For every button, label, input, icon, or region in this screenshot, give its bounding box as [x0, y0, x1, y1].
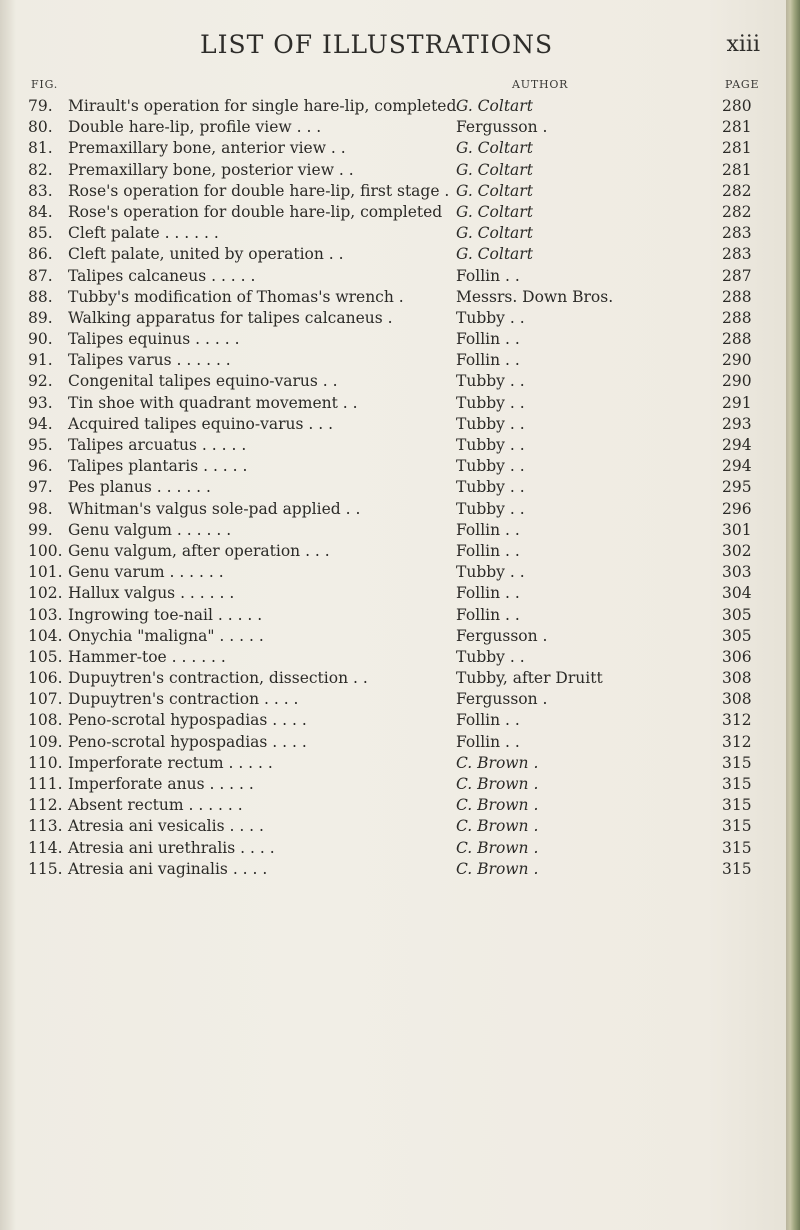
illustration-page: 308 [722, 669, 752, 688]
illustration-author: Follin . . [456, 711, 520, 730]
illustration-title: Hammer-toe . . . . . . [68, 647, 226, 666]
list-item [0, 223, 786, 244]
illustration-page: 294 [722, 457, 752, 476]
column-header-author: AUTHOR [512, 78, 569, 91]
illustration-author: Fergusson . [456, 118, 548, 137]
figure-number: 105. [28, 647, 63, 666]
illustration-title: Hallux valgus . . . . . . [68, 584, 235, 603]
figure-number: 113. [28, 817, 63, 836]
illustration-page: 303 [722, 563, 752, 582]
illustration-page: 315 [722, 753, 752, 772]
illustration-title: Peno-scrotal hypospadias . . . . [68, 711, 307, 730]
illustration-page: 288 [722, 330, 752, 349]
illustration-title: Double hare-lip, profile view . . . [68, 118, 322, 137]
figure-number: 109. [28, 732, 63, 751]
illustration-title: Whitman's valgus sole-pad applied . . [68, 499, 361, 518]
figure-number: 98. [28, 499, 53, 518]
illustration-author: Follin . . [456, 541, 520, 560]
illustration-page: 302 [722, 541, 752, 560]
illustration-title: Talipes equinus . . . . . [68, 330, 240, 349]
list-item [0, 816, 786, 837]
illustration-title: Walking apparatus for talipes calcaneus . [68, 308, 393, 327]
list-item [0, 647, 786, 668]
illustration-page: 306 [722, 647, 752, 666]
figure-number: 85. [28, 224, 53, 243]
figure-number: 96. [28, 457, 53, 476]
illustration-title: Rose's operation for double hare-lip, first stage . [68, 181, 450, 200]
illustration-author: Tubby . . [456, 308, 525, 327]
illustration-title: Peno-scrotal hypospadias . . . . [68, 732, 307, 751]
illustration-page: 293 [722, 414, 752, 433]
figure-number: 83. [28, 181, 53, 200]
illustration-page: 301 [722, 520, 752, 539]
list-item [0, 96, 786, 117]
illustration-page: 290 [722, 351, 752, 370]
illustration-title: Talipes varus . . . . . . [68, 351, 231, 370]
list-item [0, 308, 786, 329]
illustration-author: C. Brown . [456, 796, 539, 815]
illustration-author: G. Coltart [456, 224, 533, 243]
illustration-title: Mirault's operation for single hare-lip, completed [68, 97, 457, 115]
illustration-title: Talipes calcaneus . . . . . [68, 266, 256, 285]
figure-number: 106. [28, 669, 63, 688]
figure-number: 104. [28, 626, 63, 645]
figure-number: 101. [28, 563, 63, 582]
illustration-author: Tubby . . [456, 499, 525, 518]
illustration-author: Tubby . . [456, 647, 525, 666]
illustration-page: 312 [722, 711, 752, 730]
illustration-page: 305 [722, 626, 752, 645]
list-item [0, 287, 786, 308]
illustration-title: Pes planus . . . . . . [68, 478, 211, 497]
list-item [0, 202, 786, 223]
list-item [0, 456, 786, 477]
illustration-page: 296 [722, 499, 752, 518]
figure-number: 115. [28, 859, 63, 878]
list-item [0, 266, 786, 287]
illustration-page: 308 [722, 690, 752, 709]
figure-number: 102. [28, 584, 63, 603]
list-item [0, 605, 786, 626]
list-item [0, 520, 786, 541]
illustration-author: Tubby . . [456, 436, 525, 454]
list-item [0, 350, 786, 371]
illustration-page: 315 [722, 796, 752, 815]
illustration-author: G. Coltart [456, 97, 533, 115]
figure-number: 88. [28, 287, 53, 306]
list-item [0, 371, 786, 392]
illustration-author: Messrs. Down Bros. [456, 287, 614, 306]
illustration-author: Tubby, after Druitt [456, 669, 603, 688]
figure-number: 100. [28, 541, 63, 560]
illustration-author: Follin . . [456, 266, 520, 285]
list-item [0, 329, 786, 350]
illustration-title: Premaxillary bone, anterior view . . [68, 139, 346, 158]
list-item [0, 541, 786, 562]
figure-number: 80. [28, 118, 53, 137]
illustration-author: Tubby . . [456, 478, 525, 497]
illustration-author: G. Coltart [456, 181, 533, 200]
illustration-title: Rose's operation for double hare-lip, completed [68, 202, 443, 221]
illustration-title: Imperforate anus . . . . . [68, 775, 254, 793]
illustration-page: 281 [722, 118, 752, 137]
figure-number: 107. [28, 690, 63, 709]
illustration-page: 295 [722, 478, 752, 497]
list-item [0, 117, 786, 138]
illustration-author: C. Brown . [456, 775, 539, 793]
illustration-author: Tubby . . [456, 372, 525, 391]
illustration-list [0, 96, 786, 880]
figure-number: 82. [28, 160, 53, 179]
list-item [0, 244, 786, 265]
illustration-author: G. Coltart [456, 245, 533, 264]
illustration-title: Genu valgum . . . . . . [68, 520, 232, 539]
illustration-author: G. Coltart [456, 139, 533, 158]
figure-number: 111. [28, 775, 63, 793]
list-item [0, 689, 786, 710]
figure-number: 91. [28, 351, 53, 370]
illustration-title: Onychia "maligna" . . . . . [68, 626, 264, 645]
illustration-author: Follin . . [456, 584, 520, 603]
illustration-title: Ingrowing toe-nail . . . . . [68, 605, 263, 624]
page-number: xiii [726, 32, 760, 57]
list-item [0, 138, 786, 159]
illustration-author: Fergusson . [456, 690, 548, 709]
illustration-page: 282 [722, 202, 752, 221]
illustration-page: 283 [722, 224, 752, 243]
figure-number: 95. [28, 436, 53, 454]
illustration-page: 282 [722, 181, 752, 200]
illustration-page: 281 [722, 139, 752, 158]
illustration-page: 315 [722, 859, 752, 878]
illustration-author: Tubby . . [456, 457, 525, 476]
illustration-page: 280 [722, 97, 752, 115]
illustration-title: Premaxillary bone, posterior view . . [68, 160, 354, 179]
illustration-title: Genu varum . . . . . . [68, 563, 224, 582]
illustration-page: 291 [722, 393, 752, 412]
figure-number: 89. [28, 308, 53, 327]
figure-number: 112. [28, 796, 63, 815]
figure-number: 94. [28, 414, 53, 433]
illustration-title: Atresia ani vaginalis . . . . [68, 859, 268, 878]
running-head [200, 30, 760, 66]
illustration-title: Congenital talipes equino-varus . . [68, 372, 338, 391]
illustration-title: Acquired talipes equino-varus . . . [68, 414, 334, 433]
illustration-title: Tin shoe with quadrant movement . . [68, 393, 358, 412]
illustration-title: Genu valgum, after operation . . . [68, 541, 330, 560]
list-item [0, 626, 786, 647]
illustration-title: Talipes plantaris . . . . . [68, 457, 248, 476]
illustration-page: 294 [722, 436, 752, 454]
illustration-page: 281 [722, 160, 752, 179]
illustration-author: C. Brown . [456, 838, 539, 857]
illustration-author: Tubby . . [456, 393, 525, 412]
illustration-author: Fergusson . [456, 626, 548, 645]
list-item [0, 393, 786, 414]
list-item [0, 583, 786, 604]
figure-number: 103. [28, 605, 63, 624]
list-item [0, 774, 786, 795]
list-item [0, 838, 786, 859]
illustration-author: Tubby . . [456, 414, 525, 433]
list-item [0, 414, 786, 435]
list-item [0, 435, 786, 456]
book-edge [786, 0, 800, 1230]
list-item [0, 753, 786, 774]
list-item [0, 710, 786, 731]
illustration-page: 315 [722, 775, 752, 793]
illustration-author: G. Coltart [456, 202, 533, 221]
illustration-page: 283 [722, 245, 752, 264]
figure-number: 86. [28, 245, 53, 264]
figure-number: 79. [28, 97, 53, 115]
figure-number: 92. [28, 372, 53, 391]
figure-number: 97. [28, 478, 53, 497]
illustration-author: C. Brown . [456, 817, 539, 836]
illustration-page: 315 [722, 838, 752, 857]
illustration-author: Follin . . [456, 520, 520, 539]
page-title: LIST OF ILLUSTRATIONS [200, 30, 554, 59]
list-item [0, 562, 786, 583]
illustration-page: 304 [722, 584, 752, 603]
figure-number: 114. [28, 838, 63, 857]
illustration-title: Dupuytren's contraction . . . . [68, 690, 299, 709]
illustration-author: Follin . . [456, 351, 520, 370]
figure-number: 90. [28, 330, 53, 349]
figure-number: 99. [28, 520, 53, 539]
illustration-author: C. Brown . [456, 859, 539, 878]
illustration-page: 288 [722, 287, 752, 306]
illustration-author: Follin . . [456, 330, 520, 349]
figure-number: 84. [28, 202, 53, 221]
figure-number: 110. [28, 753, 63, 772]
illustration-title: Atresia ani urethralis . . . . [68, 838, 275, 857]
list-item [0, 795, 786, 816]
illustration-page: 305 [722, 605, 752, 624]
illustration-author: Tubby . . [456, 563, 525, 582]
list-item [0, 859, 786, 880]
illustration-page: 288 [722, 308, 752, 327]
illustration-author: Follin . . [456, 605, 520, 624]
illustration-title: Absent rectum . . . . . . [68, 796, 243, 815]
figure-number: 108. [28, 711, 63, 730]
figure-number: 93. [28, 393, 53, 412]
illustration-author: C. Brown . [456, 753, 539, 772]
illustration-author: G. Coltart [456, 160, 533, 179]
illustration-title: Tubby's modification of Thomas's wrench . [68, 287, 404, 306]
column-header-page: PAGE [725, 78, 760, 91]
illustration-title: Cleft palate . . . . . . [68, 224, 219, 243]
list-item [0, 499, 786, 520]
list-item [0, 668, 786, 689]
illustration-title: Cleft palate, united by operation . . [68, 245, 344, 264]
illustration-title: Dupuytren's contraction, dissection . . [68, 669, 368, 688]
list-item [0, 477, 786, 498]
illustration-page: 287 [722, 266, 752, 285]
list-item [0, 160, 786, 181]
list-item [0, 732, 786, 753]
illustration-author: Follin . . [456, 732, 520, 751]
illustration-title: Talipes arcuatus . . . . . [68, 436, 247, 454]
column-header-fig: FIG. [31, 78, 59, 91]
illustration-page: 312 [722, 732, 752, 751]
illustration-title: Atresia ani vesicalis . . . . [68, 817, 264, 836]
illustration-title: Imperforate rectum . . . . . [68, 753, 273, 772]
figure-number: 81. [28, 139, 53, 158]
figure-number: 87. [28, 266, 53, 285]
illustration-page: 315 [722, 817, 752, 836]
list-item [0, 181, 786, 202]
illustration-page: 290 [722, 372, 752, 391]
